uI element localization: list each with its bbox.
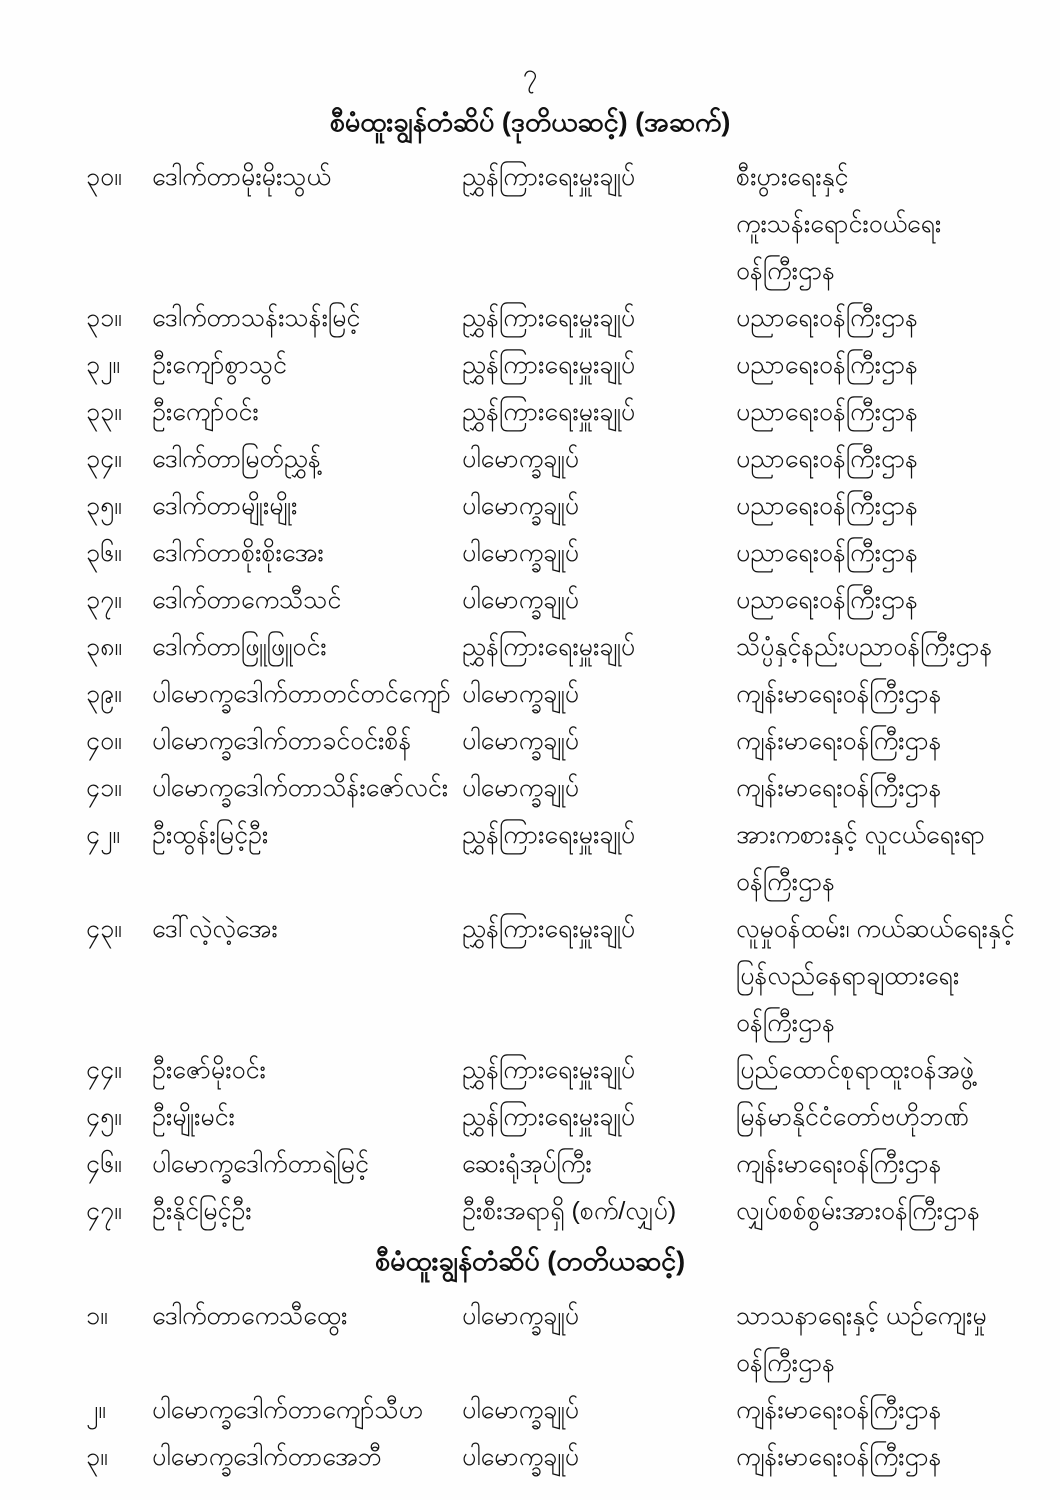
recipient-position: ပါမောက္ခချုပ် bbox=[462, 539, 580, 567]
recipient-ministry bbox=[736, 530, 1046, 577]
recipient-ministry bbox=[736, 1141, 1046, 1188]
recipient-name: ဒေါက်တာသန်းသန်းမြင့် bbox=[152, 304, 361, 332]
table-row bbox=[0, 1047, 1060, 1094]
row-number: ၄၃။ bbox=[86, 915, 122, 943]
row-number: ၄၀။ bbox=[86, 727, 122, 755]
row-number: ၄၄။ bbox=[86, 1056, 122, 1084]
table-row bbox=[0, 1293, 1060, 1387]
recipient-position: ပါမောက္ခချုပ် bbox=[462, 445, 580, 473]
ministry-line: ကျန်းမာရေးဝန်ကြီးဌာန bbox=[736, 1150, 942, 1178]
recipient-ministry bbox=[736, 483, 1046, 530]
table-row bbox=[0, 483, 1060, 530]
ministry-line: ဝန်ကြီးဌာန bbox=[736, 257, 836, 285]
table-row bbox=[0, 624, 1060, 671]
recipient-position: ဦးစီးအရာရှိ (စက်/လျှပ်) bbox=[462, 1197, 677, 1225]
recipient-ministry bbox=[736, 765, 1046, 812]
recipient-position: ပါမောက္ခချုပ် bbox=[462, 1396, 580, 1424]
recipient-ministry bbox=[736, 1387, 1046, 1434]
ministry-line: စီးပွားရေးနှင့် ကူးသန်းရောင်းဝယ်ရေး bbox=[736, 163, 942, 238]
ministry-line: ပြည်ထောင်စုရာထူးဝန်အဖွဲ့ bbox=[736, 1056, 974, 1084]
recipient-ministry bbox=[736, 906, 1046, 1047]
row-number: ၁။ bbox=[86, 1302, 108, 1330]
recipient-name: ဦးကျော်စွာသွင် bbox=[152, 351, 287, 379]
recipient-name: ဦးထွန်းမြင့်ဦး bbox=[152, 821, 269, 849]
recipient-name: ဒေါက်တာဖြူဖြူဝင်း bbox=[152, 633, 327, 661]
recipient-position: ပါမောက္ခချုပ် bbox=[462, 680, 580, 708]
ministry-line: ကျန်းမာရေးဝန်ကြီးဌာန bbox=[736, 680, 942, 708]
ministry-line: ပြန်လည်နေရာချထားရေးဝန်ကြီးဌာန bbox=[736, 962, 960, 1037]
recipient-name: ဦးနိုင်မြင့်ဦး bbox=[152, 1197, 252, 1225]
ministry-line: အားကစားနှင့် လူငယ်ရေးရာ bbox=[736, 821, 985, 849]
row-number: ၃၁။ bbox=[86, 304, 122, 332]
row-number: ၃၀။ bbox=[86, 163, 122, 191]
ministry-line: ကျန်းမာရေးဝန်ကြီးဌာန bbox=[736, 1396, 942, 1424]
recipient-name: ဒေါက်တာမြတ်ညွှန့် bbox=[152, 445, 321, 473]
recipient-name: ဒေါ်လဲ့လဲ့အေး bbox=[152, 915, 278, 943]
recipient-position: ညွှန်ကြားရေးမှူးချုပ် bbox=[462, 351, 636, 379]
row-number: ၃၂။ bbox=[86, 351, 120, 379]
recipient-position: ပါမောက္ခချုပ် bbox=[462, 774, 580, 802]
ministry-line: သာသနာရေးနှင့် ယဉ်ကျေးမှု bbox=[736, 1302, 987, 1330]
recipient-position: ပါမောက္ခချုပ် bbox=[462, 727, 580, 755]
row-number: ၃၉။ bbox=[86, 680, 122, 708]
recipient-ministry bbox=[736, 1434, 1046, 1481]
table-row bbox=[0, 154, 1060, 295]
row-number: ၃၆။ bbox=[86, 539, 122, 567]
table-row bbox=[0, 812, 1060, 906]
ministry-line: ပညာရေးဝန်ကြီးဌာန bbox=[736, 492, 919, 520]
table-row bbox=[0, 1434, 1060, 1481]
recipient-ministry bbox=[736, 436, 1046, 483]
ministry-line: ပညာရေးဝန်ကြီးဌာန bbox=[736, 539, 919, 567]
recipient-position: ညွှန်ကြားရေးမှူးချုပ် bbox=[462, 163, 636, 191]
recipient-ministry bbox=[736, 154, 1046, 295]
recipient-position: ညွှန်ကြားရေးမှူးချုပ် bbox=[462, 821, 636, 849]
recipient-position: ဆေးရုံအုပ်ကြီး bbox=[462, 1150, 592, 1178]
recipient-name: ပါမောက္ခဒေါက်တာတင်တင်ကျော် bbox=[152, 680, 451, 708]
row-number: ၄၅။ bbox=[86, 1103, 122, 1131]
ministry-line: ပညာရေးဝန်ကြီးဌာန bbox=[736, 398, 919, 426]
row-number: ၄၂။ bbox=[86, 821, 120, 849]
recipient-position: ညွှန်ကြားရေးမှူးချုပ် bbox=[462, 915, 636, 943]
table-row bbox=[0, 765, 1060, 812]
page-number: ၇ bbox=[522, 58, 538, 88]
section2-title: စီမံထူးချွန်တံဆိပ် (တတိယဆင့်) bbox=[374, 1246, 686, 1276]
table-row bbox=[0, 389, 1060, 436]
recipient-ministry bbox=[736, 342, 1046, 389]
recipient-ministry bbox=[736, 577, 1046, 624]
table-row bbox=[0, 906, 1060, 1047]
ministry-line: မြန်မာနိုင်ငံတော်ဗဟိုဘဏ် bbox=[736, 1103, 969, 1131]
ministry-line: ကျန်းမာရေးဝန်ကြီးဌာန bbox=[736, 1443, 942, 1471]
recipient-name: ဒေါက်တာမိုးမိုးသွယ် bbox=[152, 163, 331, 191]
recipient-name: ပါမောက္ခဒေါက်တာအေဘီ bbox=[152, 1443, 382, 1471]
recipient-position: ညွှန်ကြားရေးမှူးချုပ် bbox=[462, 304, 636, 332]
section1-title: စီမံထူးချွန်တံဆိပ် (ဒုတိယဆင့်) (အဆက်) bbox=[329, 107, 731, 137]
recipient-position: ပါမောက္ခချုပ် bbox=[462, 1302, 580, 1330]
ministry-line: ပညာရေးဝန်ကြီးဌာန bbox=[736, 351, 919, 379]
recipient-ministry bbox=[736, 671, 1046, 718]
table-row bbox=[0, 295, 1060, 342]
recipient-name: ပါမောက္ခဒေါက်တာသိန်းဇော်လင်း bbox=[152, 774, 449, 802]
ministry-line: ဝန်ကြီးဌာန bbox=[736, 868, 836, 896]
row-number: ၃၈။ bbox=[86, 633, 122, 661]
ministry-line: ပညာရေးဝန်ကြီးဌာန bbox=[736, 445, 919, 473]
recipient-position: ပါမောက္ခချုပ် bbox=[462, 1443, 580, 1471]
row-number: ၃၃။ bbox=[86, 398, 122, 426]
recipient-name: ဒေါက်တာကေသီထွေး bbox=[152, 1302, 348, 1330]
table-row bbox=[0, 436, 1060, 483]
row-number: ၄၇။ bbox=[86, 1197, 122, 1225]
recipient-name: ဒေါက်တာမျိုးမျိုး bbox=[152, 492, 298, 520]
row-number: ၄၆။ bbox=[86, 1150, 122, 1178]
recipient-ministry bbox=[736, 718, 1046, 765]
row-number: ၃၄။ bbox=[86, 445, 122, 473]
ministry-line: သိပ္ပံနှင့်နည်းပညာဝန်ကြီးဌာန bbox=[736, 633, 993, 661]
recipient-position: ပါမောက္ခချုပ် bbox=[462, 492, 580, 520]
recipient-ministry bbox=[736, 1293, 1046, 1387]
section1-award-list bbox=[0, 154, 1060, 1235]
table-row bbox=[0, 1387, 1060, 1434]
recipient-ministry bbox=[736, 295, 1046, 342]
recipient-position: ညွှန်ကြားရေးမှူးချုပ် bbox=[462, 1103, 636, 1131]
ministry-line: ပညာရေးဝန်ကြီးဌာန bbox=[736, 586, 919, 614]
recipient-name: ဒေါက်တာစိုးစိုးအေး bbox=[152, 539, 324, 567]
recipient-ministry bbox=[736, 1094, 1046, 1141]
ministry-line: ကျန်းမာရေးဝန်ကြီးဌာန bbox=[736, 727, 942, 755]
table-row bbox=[0, 1141, 1060, 1188]
table-row bbox=[0, 671, 1060, 718]
recipient-name: ဦးဇော်မိုးဝင်း bbox=[152, 1056, 266, 1084]
row-number: ၃၇။ bbox=[86, 586, 122, 614]
row-number: ၃၅။ bbox=[86, 492, 122, 520]
table-row bbox=[0, 342, 1060, 389]
row-number: ၂။ bbox=[86, 1396, 106, 1424]
table-row bbox=[0, 1188, 1060, 1235]
recipient-name: ပါမောက္ခဒေါက်တာရဲမြင့် bbox=[152, 1150, 369, 1178]
ministry-line: ပညာရေးဝန်ကြီးဌာန bbox=[736, 304, 919, 332]
table-row bbox=[0, 1094, 1060, 1141]
recipient-ministry bbox=[736, 1047, 1046, 1094]
recipient-name: ပါမောက္ခဒေါက်တာကျော်သီဟ bbox=[152, 1396, 424, 1424]
section2-award-list bbox=[0, 1293, 1060, 1481]
recipient-position: ညွှန်ကြားရေးမှူးချုပ် bbox=[462, 633, 636, 661]
recipient-name: ဦးမျိုးမင်း bbox=[152, 1103, 235, 1131]
table-row bbox=[0, 718, 1060, 765]
recipient-name: ဦးကျော်ဝင်း bbox=[152, 398, 259, 426]
ministry-line: ဝန်ကြီးဌာန bbox=[736, 1349, 836, 1377]
recipient-ministry bbox=[736, 389, 1046, 436]
row-number: ၄၁။ bbox=[86, 774, 122, 802]
ministry-line: လူမှုဝန်ထမ်း၊ ကယ်ဆယ်ရေးနှင့် bbox=[736, 915, 1015, 943]
ministry-line: လျှပ်စစ်စွမ်းအားဝန်ကြီးဌာန bbox=[736, 1197, 981, 1225]
recipient-ministry bbox=[736, 812, 1046, 906]
table-row bbox=[0, 530, 1060, 577]
recipient-name: ပါမောက္ခဒေါက်တာခင်ဝင်းစိန် bbox=[152, 727, 412, 755]
ministry-line: ကျန်းမာရေးဝန်ကြီးဌာန bbox=[736, 774, 942, 802]
recipient-position: ညွှန်ကြားရေးမှူးချုပ် bbox=[462, 398, 636, 426]
recipient-position: ပါမောက္ခချုပ် bbox=[462, 586, 580, 614]
row-number: ၃။ bbox=[86, 1443, 108, 1471]
table-row bbox=[0, 577, 1060, 624]
recipient-name: ဒေါက်တာကေသီသင် bbox=[152, 586, 342, 614]
recipient-ministry bbox=[736, 624, 1046, 671]
recipient-ministry bbox=[736, 1188, 1046, 1235]
recipient-position: ညွှန်ကြားရေးမှူးချုပ် bbox=[462, 1056, 636, 1084]
